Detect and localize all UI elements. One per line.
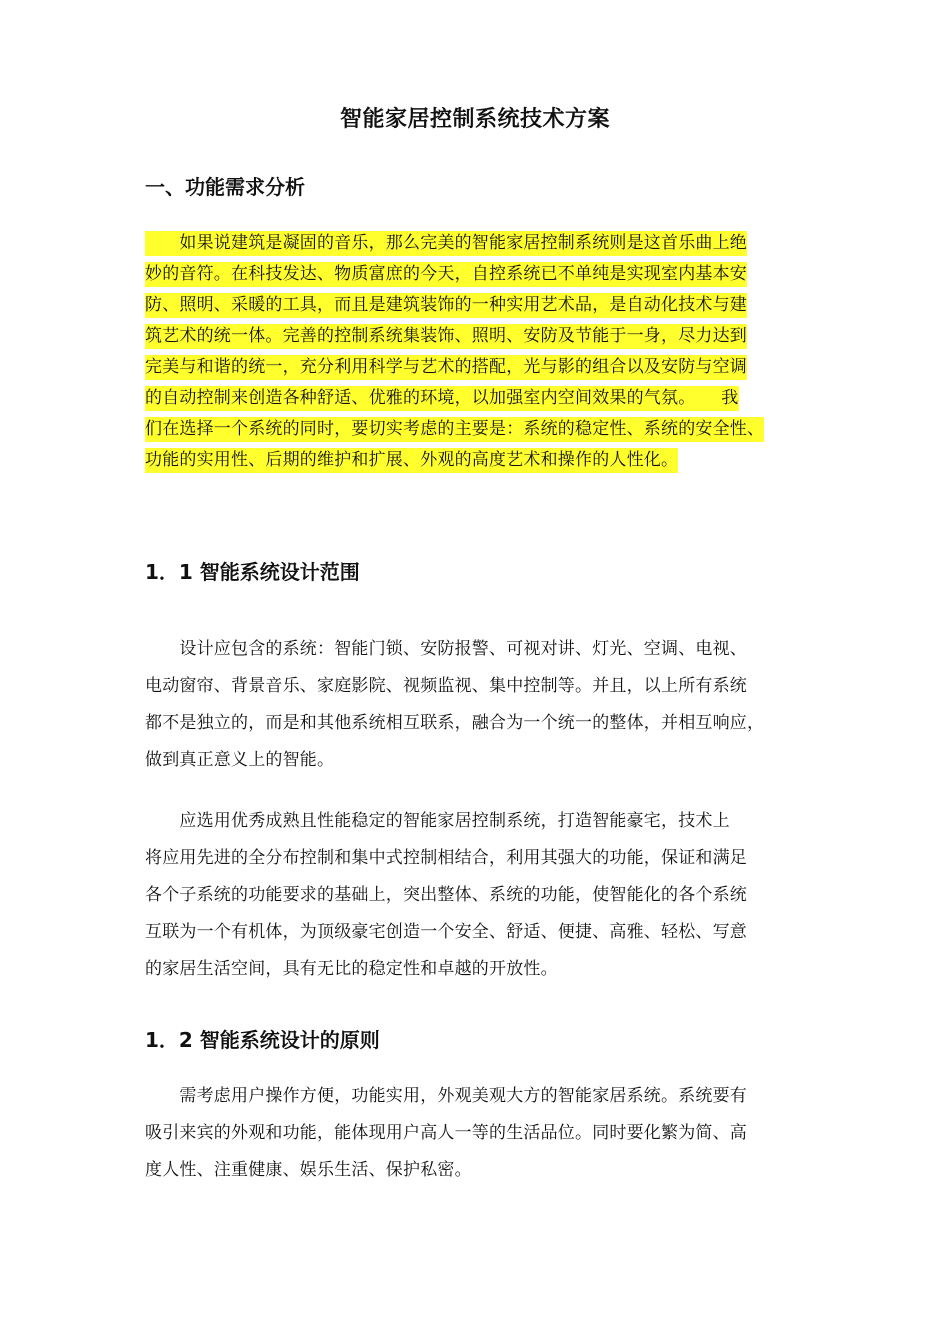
- highlighted-text: 们在选择一个系统的同时，要切实考虑的主要是：系统的稳定性、系统的安全性、: [145, 417, 764, 442]
- paragraph-line: 设计应包含的系统：智能门锁、安防报警、可视对讲、灯光、空调、电视、: [145, 639, 747, 659]
- paragraph-design-principles: [145, 1078, 817, 1189]
- paragraph-line: [145, 383, 817, 414]
- highlighted-text: 完美与和谐的统一，充分利用科学与艺术的搭配，光与影的组合以及安防与空调: [145, 355, 747, 380]
- paragraph-line: [145, 445, 817, 476]
- paragraph-line: [145, 352, 817, 383]
- paragraph-line: [145, 290, 817, 321]
- paragraph-line: 都不是独立的，而是和其他系统相互联系，融合为一个统一的整体，并相互响应，: [145, 713, 765, 733]
- paragraph-line: [145, 259, 817, 290]
- highlighted-text: 功能的实用性、后期的维护和扩展、外观的高度艺术和操作的人性化。: [145, 448, 678, 473]
- paragraph-line: 互联为一个有机体，为顶级豪宅创造一个安全、舒适、便捷、高雅、轻松、写意: [145, 922, 747, 942]
- paragraph-line: [145, 414, 817, 445]
- highlighted-text: 防、照明、采暖的工具，而且是建筑装饰的一种实用艺术品，是自动化技术与建: [145, 293, 747, 318]
- section-heading-requirements: 一、功能需求分析: [145, 175, 305, 199]
- highlighted-text: 的自动控制来创造各种舒适、优雅的环境，以加强室内空间效果的气氛。 我: [145, 386, 739, 411]
- paragraph-line: 的家居生活空间，具有无比的稳定性和卓越的开放性。: [145, 959, 558, 979]
- paragraph-design-scope: [145, 631, 817, 779]
- highlighted-text: 如果说建筑是凝固的音乐，那么完美的智能家居控制系统则是这首乐曲上绝: [145, 231, 747, 256]
- paragraph-line: 将应用先进的全分布控制和集中式控制相结合，利用其强大的功能，保证和满足: [145, 848, 747, 868]
- document-title: 智能家居控制系统技术方案: [339, 107, 610, 132]
- paragraph-line: 电动窗帘、背景音乐、家庭影院、视频监视、集中控制等。并且，以上所有系统: [145, 676, 747, 696]
- section-heading-design-scope: 1．1 智能系统设计范围: [145, 560, 360, 584]
- paragraph-line: [145, 321, 817, 352]
- paragraph-line: 做到真正意义上的智能。: [145, 750, 335, 770]
- paragraph-line: 各个子系统的功能要求的基础上，突出整体、系统的功能，使智能化的各个系统: [145, 885, 747, 905]
- paragraph-line: 度人性、注重健康、娱乐生活、保护私密。: [145, 1160, 472, 1180]
- section-heading-design-principles: 1．2 智能系统设计的原则: [145, 1028, 380, 1052]
- paragraph-system-selection: [145, 803, 817, 988]
- highlighted-text: 妙的音符。在科技发达、物质富庶的今天，自控系统已不单纯是实现室内基本安: [145, 262, 747, 287]
- highlighted-paragraph: [145, 228, 817, 476]
- paragraph-line: 需考虑用户操作方便，功能实用，外观美观大方的智能家居系统。系统要有: [145, 1086, 747, 1106]
- highlighted-text: 筑艺术的统一体。完善的控制系统集装饰、照明、安防及节能于一身，尽力达到: [145, 324, 747, 349]
- paragraph-line: 应选用优秀成熟且性能稳定的智能家居控制系统，打造智能豪宅，技术上: [145, 811, 730, 831]
- paragraph-line: [145, 228, 817, 259]
- paragraph-line: 吸引来宾的外观和功能，能体现用户高人一等的生活品位。同时要化繁为简、高: [145, 1123, 747, 1143]
